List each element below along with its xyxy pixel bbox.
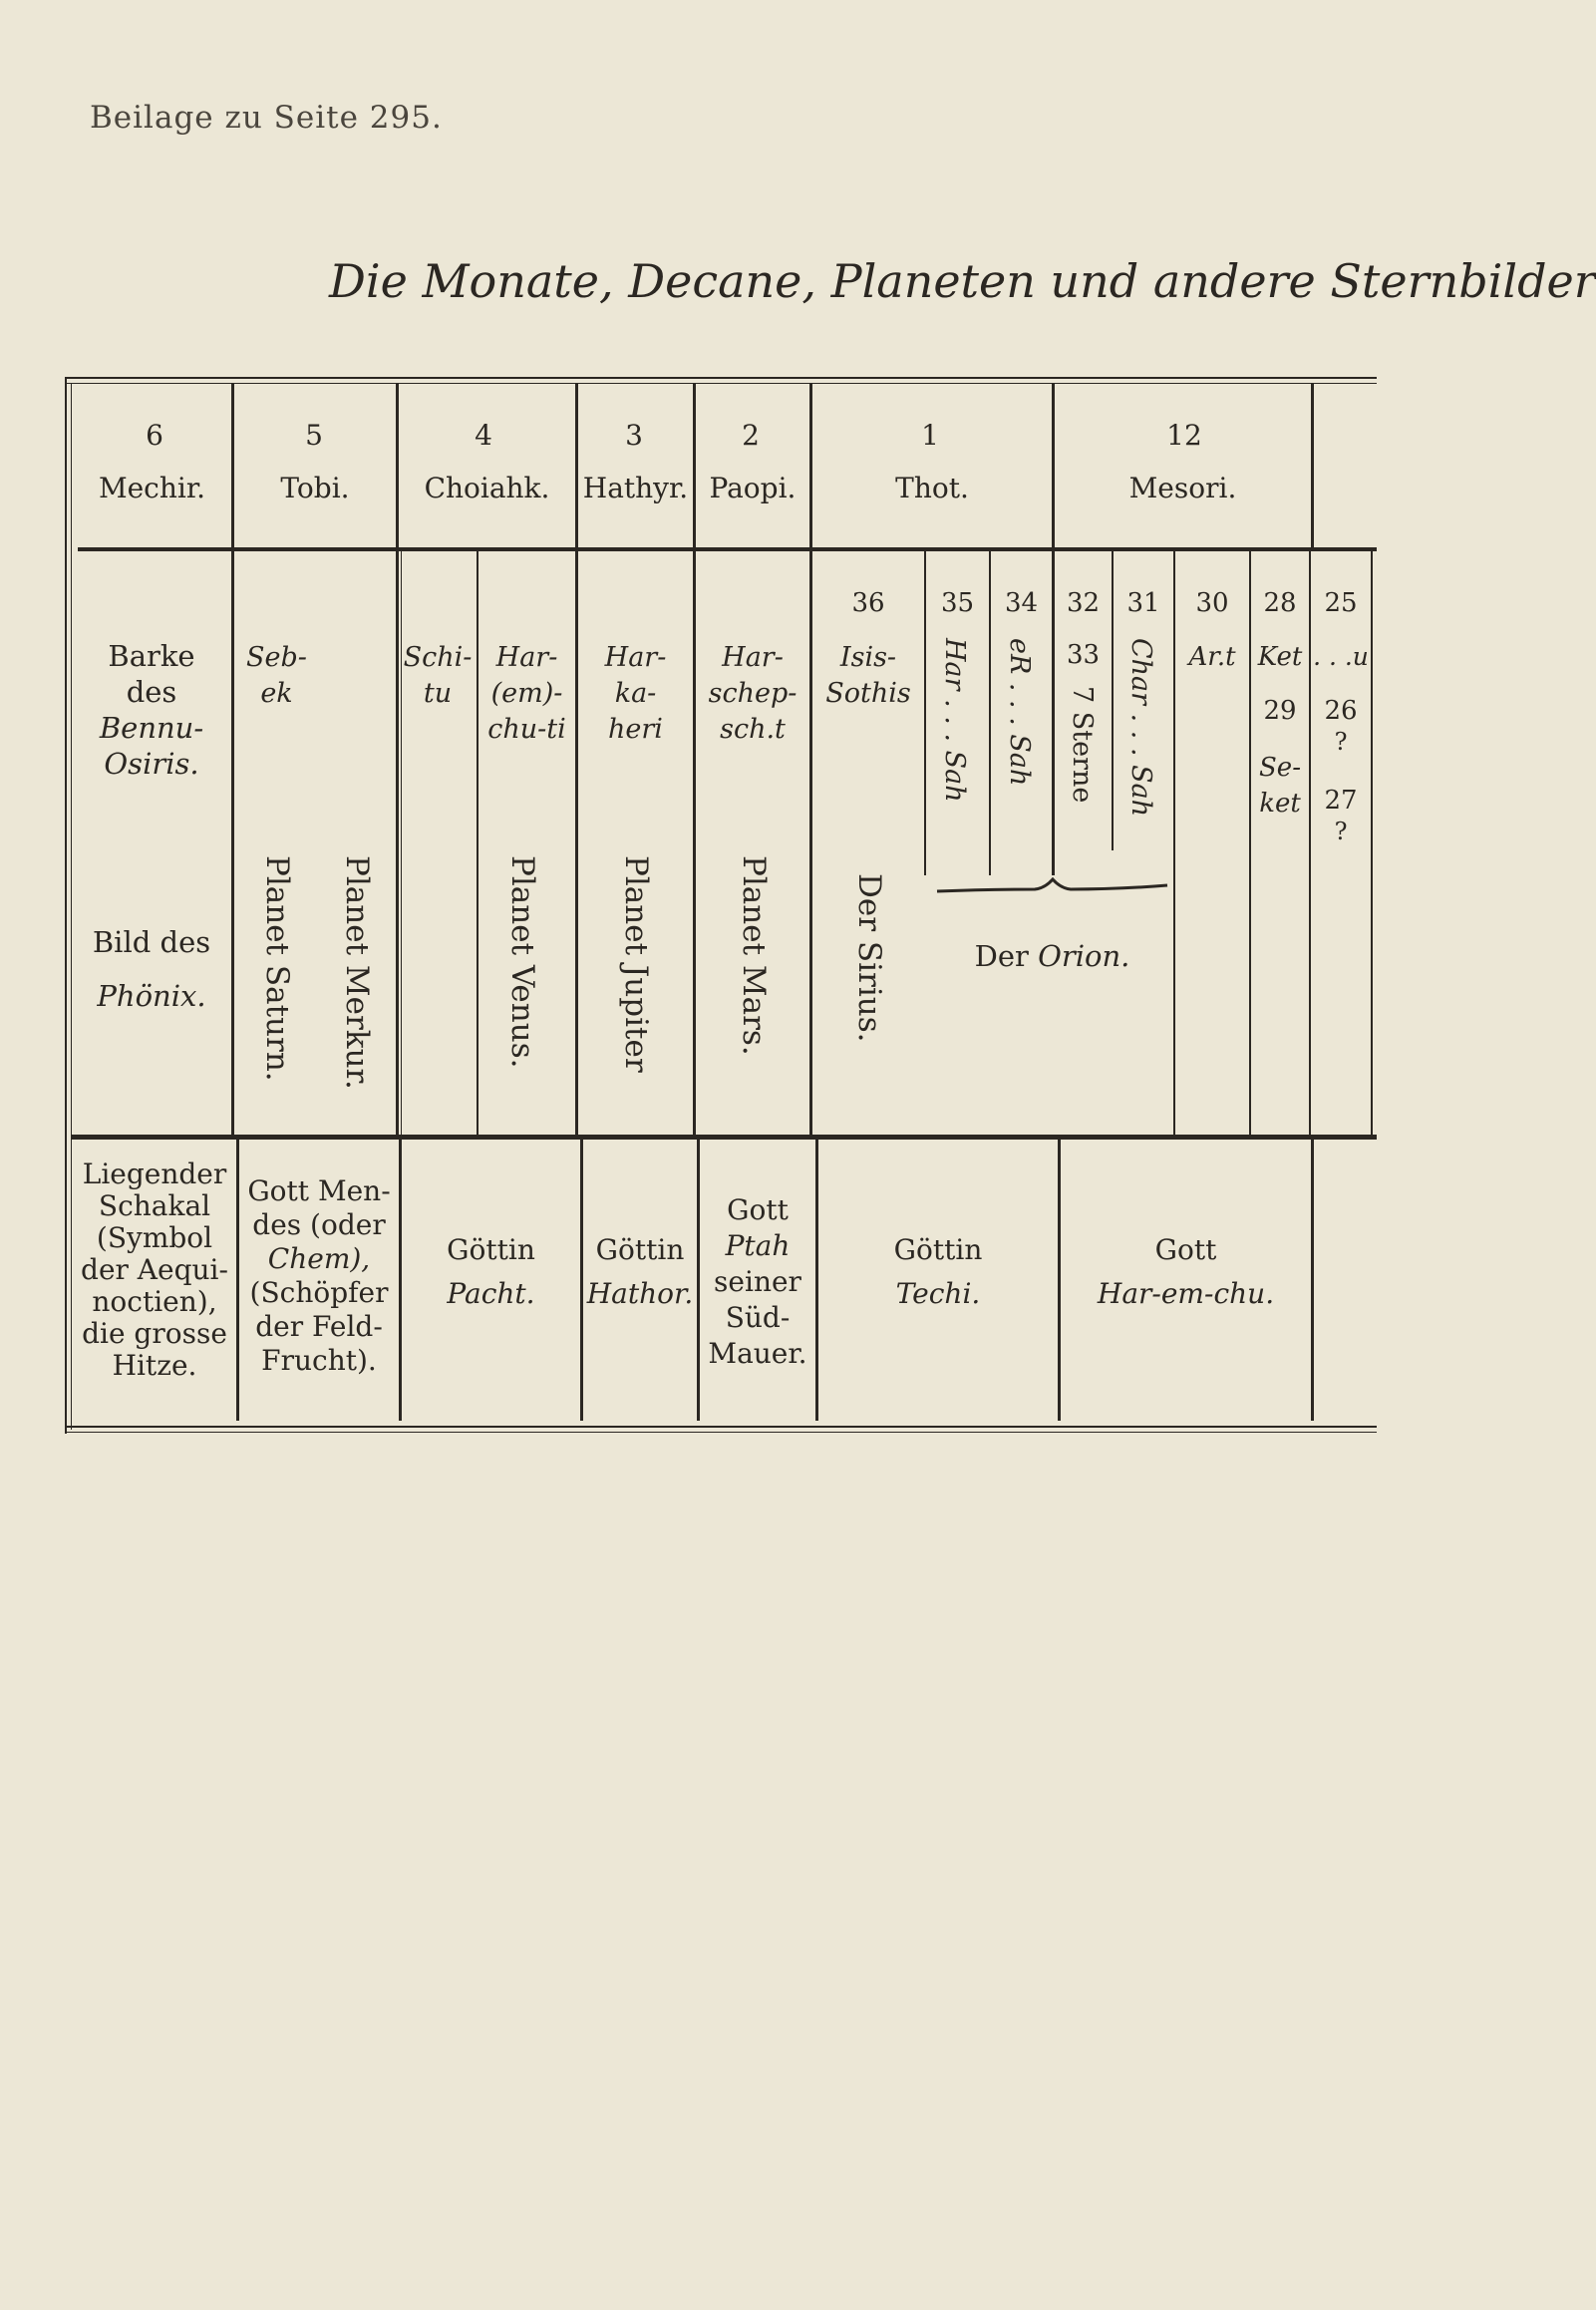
- months-separator-rule: [78, 547, 1377, 551]
- month-6-number: 6: [146, 419, 163, 452]
- vline: [396, 384, 399, 548]
- deity-schakal: Liegender Schakal (Symbol der Aequi- noctien), die grosse Hitze.: [81, 1157, 228, 1382]
- table-left-border: [65, 377, 67, 1434]
- decan-27-number: 27: [1324, 786, 1358, 816]
- month-5-name: Tobi.: [280, 472, 350, 504]
- vline: [809, 384, 812, 548]
- decan-26-number: 26: [1324, 696, 1358, 726]
- decan-isis-sothis: Isis- Sothis: [825, 642, 911, 709]
- decan-7-sterne: 7 Sterne: [1067, 686, 1098, 804]
- vline: [477, 551, 479, 1135]
- decan-33-number: 33: [1066, 640, 1101, 670]
- decan-34-number: 34: [1004, 588, 1039, 618]
- table-top-rule-inner: [65, 383, 1377, 384]
- vline: [396, 551, 399, 1135]
- planet-saturn: Planet Saturn.: [259, 855, 295, 1082]
- decan-32-number: 32: [1066, 588, 1101, 618]
- vline: [1371, 551, 1373, 1135]
- vline: [1173, 551, 1175, 1135]
- page-title: Die Monate, Decane, Planeten und andere Sternbilder: [329, 254, 1596, 308]
- month-3-number: 3: [625, 419, 643, 452]
- decan-25-name: . . .u: [1313, 642, 1369, 671]
- decan-sebek: Seb- ek: [246, 642, 307, 709]
- der-orion: Der Orion.: [974, 939, 1130, 973]
- planet-jupiter: Planet Jupiter: [618, 855, 654, 1073]
- deity-pacht: Göttin Pacht.: [447, 1233, 535, 1310]
- vline: [1052, 384, 1055, 548]
- planet-venus: Planet Venus.: [504, 855, 540, 1069]
- planet-merkur: Planet Merkur.: [339, 855, 375, 1090]
- der-sirius: Der Sirius.: [851, 873, 887, 1043]
- deity-techi: Göttin Techi.: [893, 1233, 983, 1310]
- vline: [231, 384, 234, 548]
- vline: [1311, 1140, 1314, 1421]
- vline: [693, 384, 696, 548]
- bild-des-phoenix: Bild des Phönix.: [92, 925, 211, 1013]
- month-1-name: Thot.: [895, 472, 969, 504]
- month-5-number: 5: [305, 419, 323, 452]
- planet-mars: Planet Mars.: [736, 855, 772, 1056]
- month-4-number: 4: [475, 419, 492, 452]
- month-12-name: Mesori.: [1128, 472, 1237, 504]
- vline: [809, 551, 812, 1135]
- decan-35-name: Har . . . Sah: [939, 638, 970, 803]
- month-1-number: 1: [921, 419, 939, 452]
- vline: [1249, 551, 1251, 1135]
- decan-ket: Ket: [1257, 642, 1303, 672]
- deity-hathor: Göttin Hathor.: [586, 1233, 694, 1310]
- vline: [401, 551, 402, 1135]
- deity-ptah: Gott Ptah seiner Süd- Mauer.: [708, 1193, 807, 1370]
- decan-schitu: Schi- tu: [403, 642, 473, 709]
- vline: [1311, 384, 1314, 548]
- deity-mendes: Gott Men- des (oder Chem), (Schöpfer der Feld- Frucht).: [247, 1174, 391, 1377]
- decan-30-number: 30: [1195, 588, 1229, 618]
- decan-28-number: 28: [1263, 588, 1297, 618]
- table-bottom-rule: [65, 1426, 1377, 1428]
- decan-ar-t: Ar.t: [1188, 642, 1236, 672]
- month-6-name: Mechir.: [98, 472, 206, 504]
- vline: [575, 551, 578, 1135]
- page-header-note: Beilage zu Seite 295.: [90, 100, 443, 136]
- month-12-number: 12: [1166, 419, 1202, 452]
- decan-har-ka-heri: Har- ka- heri: [604, 642, 667, 745]
- vline: [575, 384, 578, 548]
- table-top-rule: [65, 377, 1377, 379]
- vline: [693, 551, 696, 1135]
- month-2-number: 2: [742, 419, 760, 452]
- table-bottom-rule-inner: [65, 1432, 1377, 1433]
- month-4-name: Choiahk.: [424, 472, 550, 504]
- decan-31-number: 31: [1126, 588, 1160, 618]
- month-3-name: Hathyr.: [582, 472, 689, 504]
- decan-27-query: ?: [1334, 818, 1348, 845]
- decan-31-name: Char . . . Sah: [1125, 638, 1156, 818]
- month-2-name: Paopi.: [709, 472, 797, 504]
- decan-25-number: 25: [1324, 588, 1358, 618]
- decan-har-schep-scht: Har- schep- sch.t: [708, 642, 798, 745]
- orion-brace: [935, 877, 1169, 897]
- vline: [231, 551, 234, 1135]
- decan-har-em-chu-ti: Har- (em)- chu-ti: [487, 642, 566, 745]
- planets-separator-rule: [72, 1135, 1377, 1140]
- deity-har-em-chu: Gott Har-em-chu.: [1097, 1233, 1275, 1310]
- decan-26-query: ?: [1334, 728, 1348, 756]
- decan-35-number: 35: [940, 588, 975, 618]
- decan-seket: Se- ket: [1259, 753, 1301, 819]
- decan-barke: Barke des Bennu- Osiris.: [99, 639, 204, 781]
- decan-29-number: 29: [1263, 696, 1297, 726]
- decan-34-name: eR . . . Sah: [1004, 638, 1035, 787]
- decan-36-number: 36: [851, 588, 885, 618]
